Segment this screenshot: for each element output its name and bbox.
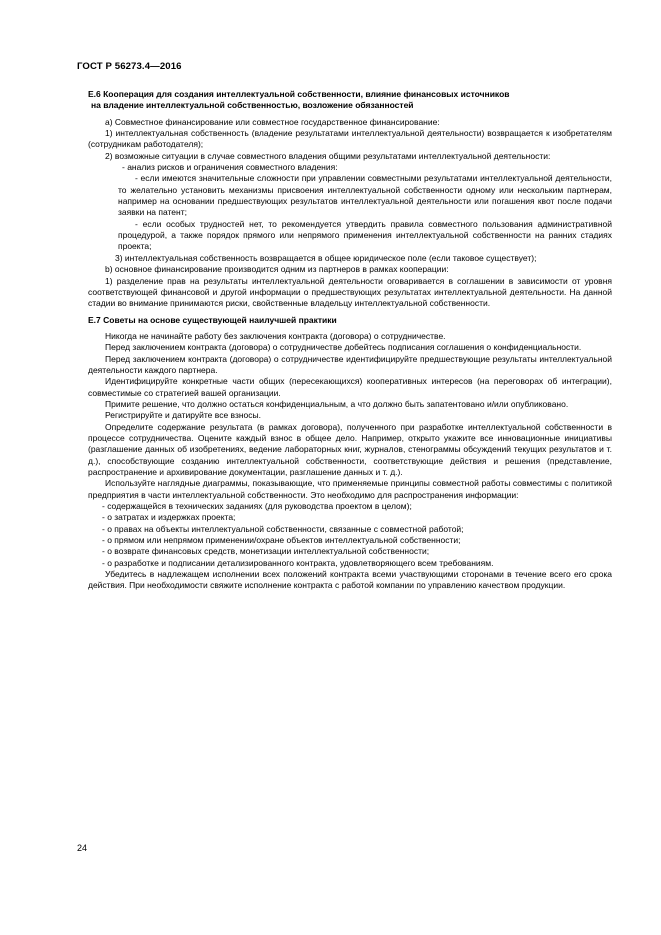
e7-bullet: - о прямом или непрямом применении/охране объектов интеллектуальной собственности; — [102, 535, 461, 546]
a2-bullet: - если имеются значительные сложности при управлении совместными результатами интеллектуальной деятельности, то желательно установить механизмы присвоения интеллектуальной собственности одному или нескольким партнерам, например на основании предшествующих результатов интеллектуальной деятельности или погашения квот после подачи заявки на патент; — [118, 173, 612, 218]
a2-bullet: - анализ рисков и ограничения совместного владения: — [122, 162, 338, 173]
e7-paragraph: Никогда не начинайте работу без заключения контракта (договора) о сотрудничестве. — [105, 330, 446, 341]
e7-paragraph: Используйте наглядные диаграммы, показывающие, что применяемые принципы совместной работы совместимы с политикой предприятия в части интеллектуальной собственности. Это необходимо для распространения информации: — [88, 478, 612, 500]
item-a: а) Совместное финансирование или совместное государственное финансирование: — [105, 116, 440, 127]
a2-bullet: - если особых трудностей нет, то рекомендуется утвердить правила совместного пользования административной процедурой, а также порядок прямого или непрямого применения интеллектуальной собственности на ранних стадиях проекта; — [118, 218, 612, 252]
e7-bullet: - о разработке и подписании детализированного контракта, удовлетворяющего всем требованиям. — [102, 557, 494, 568]
e7-bullet: - содержащейся в технических заданиях (для руководства проектом в целом); — [102, 501, 412, 512]
page-number: 24 — [77, 843, 88, 853]
e7-bullet: - о возврате финансовых средств, монетизации интеллектуальной собственности; — [102, 546, 430, 557]
item-b: b) основное финансирование производится одним из партнеров в рамках кооперации: — [105, 264, 449, 275]
e7-paragraph: Примите решение, что должно остаться конфиденциальным, а что должно быть запатентовано и/или опубликовано. — [105, 398, 569, 409]
section-e7-title: Е.7 Советы на основе существующей наилучшей практики — [88, 314, 337, 325]
item-a2: 2) возможные ситуации в случае совместного владения общими результатами интеллектуальной деятельности: — [105, 150, 551, 161]
page-content — [88, 89, 612, 592]
e7-final-paragraph: Убедитесь в надлежащем исполнении всех положений контракта всеми участвующими сторонами в течение всего его срока действия. При необходимости свяжите исполнение контракта с работой компании по управлению качеством продукции. — [88, 569, 612, 591]
document-header: ГОСТ Р 56273.4—2016 — [77, 61, 182, 72]
e7-bullet: - о затратах и издержках проекта; — [102, 512, 236, 523]
section-e6-title-line1: Е.6 Кооперация для создания интеллектуальной собственности, влияние финансовых источников — [88, 89, 510, 99]
e7-bullet: - о правах на объекты интеллектуальной собственности, связанные с совместной работой; — [102, 523, 464, 534]
item-a1: 1) интеллектуальная собственность (владение результатами интеллектуальной деятельности) возвращается к изобретателям (сотрудникам работодателя); — [88, 128, 612, 150]
e7-paragraph: Идентифицируйте конкретные части общих (пересекающихся) кооперативных интересов (на переговорах об интеграции), совместимые со стратегией вашей организации. — [88, 376, 612, 398]
e7-paragraph: Перед заключением контракта (договора) о сотрудничестве идентифицируйте предшествующие результаты интеллектуальной деятельности каждого партнера. — [88, 353, 612, 375]
e7-paragraph: Регистрируйте и датируйте все взносы. — [105, 410, 261, 421]
e7-paragraph: Перед заключением контракта (договора) о сотрудничестве добейтесь подписания соглашения о конфиденциальности. — [105, 342, 582, 353]
item-a3: 3) интеллектуальная собственность возвращается в общее юридическое поле (если таковое существует); — [115, 252, 537, 263]
item-b1: 1) разделение прав на результаты интеллектуальной деятельности оговаривается в соглашении в зависимости от уровня соответствующей финансовой и другой информации о предшествующих результатах интеллектуальной деятельности. На данной стадии во внимание принимаются риски, свойственные владельцу интеллектуальной собственности. — [88, 275, 612, 309]
section-e6-title-line2: на владение интеллектуальной собственностью, возложение обязанностей — [91, 100, 414, 111]
e7-paragraph: Определите содержание результата (в рамках договора), полученного при разработке интеллектуальной собственности в процессе сотрудничества. Оцените каждый взнос в общее дело. Например, открыто укажите все инновационные инициативы (разглашение данных об изобретениях, ведение лабораторных книг, журналов, стенограммы обсуждений текущих результатов и т. д.), способствующие созданию интеллектуальной собственности, соответствующие действия и решения (представление, распространение и архивирование документации, разглашение данных и т. д.). — [88, 421, 612, 477]
